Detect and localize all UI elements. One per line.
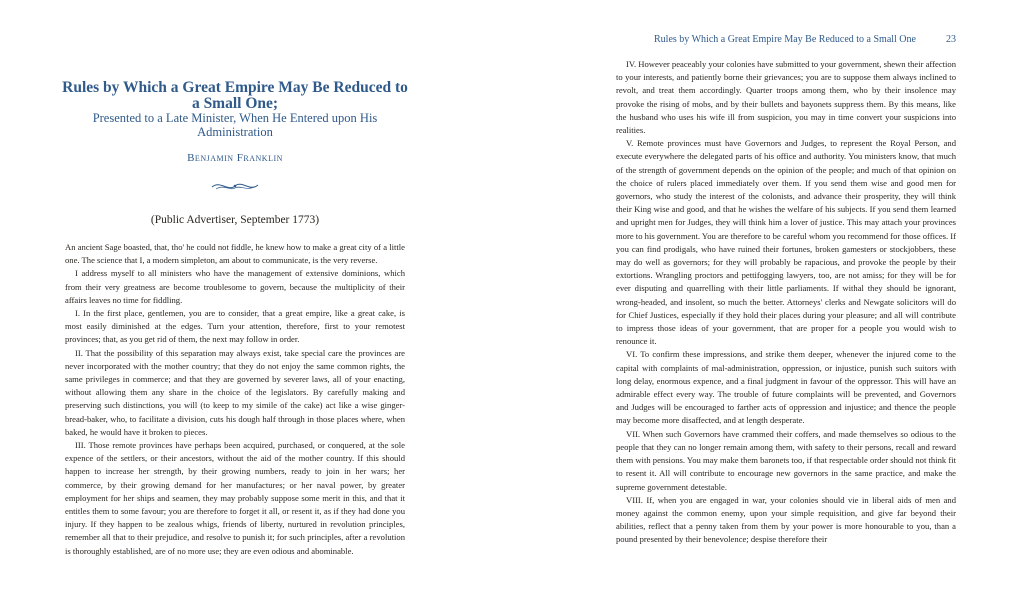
right-body-text [616, 58, 956, 547]
flourish-ornament-icon [210, 178, 260, 194]
paragraph-intro: An ancient Sage boasted, that, tho' he could not fiddle, he knew how to make a great city of a little one. The science that I, a modern simpleton, am about to communicate, is the very reverse. [65, 242, 405, 266]
paragraph-rule-5: V. Remote provinces must have Governors and Judges, to represent the Royal Person, and execute everywhere the delegated parts of his office and authority. You ministers know, that much of the strength of government depends on the opinion of the people; and much of that opinion on the choice of rulers placed immediately over them. If you send them wise and good men for governors, who study the interest of the colonists, and advance their prosperity, they will think their King wise and good, and that he wishes the welfare of his subjects. If you send them learned and upright men for Judges, they will think him a lover of justice. This may attach your provinces more to his government. You are therefore to be careful whom you recommend for those offices. If you can find prodigals, who have ruined their fortunes, broken gamesters or stockjobbers, these may do well as governors; for they will probably be rapacious, and provoke the people by their extortions. Wrangling proctors and pettifogging lawyers, too, are not amiss; for they will be for ever disputing and quarrelling with their little parliaments. If withal they should be ignorant, wrong-headed, and insolent, so much the better. Attorneys' clerks and Newgate solicitors will do for Chief Justices, especially if they hold their places during your pleasure; and all will contribute to impress those ideas of your government, that are proper for a people you would wish to renounce it. [616, 138, 956, 347]
paragraph-rule-1: I. In the first place, gentlemen, you are to consider, that a great empire, like a great cake, is most easily diminished at the edges. Turn your attention, therefore, first to your remotest provinces; that, as you get rid of them, the next may follow in order. [65, 308, 405, 345]
paragraph-rule-4: IV. However peaceably your colonies have submitted to your government, shewn their affection to your interests, and patiently borne their grievances; you are to suppose them always inclined to revolt, and treat them accordingly. Quarter troops among them, who by their insolence may provoke the rising of mobs, and by their bullets and bayonets suppress them. By this means, like the husband who uses his wife ill from suspicion, you may in time convert your suspicions into realities. [616, 59, 956, 136]
paragraph-rule-7: VII. When such Governors have crammed their coffers, and made themselves so odious to the people that they can no longer remain among them, with safety to their persons, recall and reward them with pensions. You may make them baronets too, if that respectable order should not think fit to resent it. All will contribute to encourage new governors in the same practice, and make the supreme government detestable. [616, 428, 956, 492]
essay-subtitle: Presented to a Late Minister, When He Entered upon His Administration [92, 111, 378, 139]
paragraph-rule-6: VI. To confirm these impressions, and strike them deeper, whenever the injured come to the capital with complaints of mal-administration, oppression, or injustice, punish such suitors with long delay, enormous expence, and a final judgment in favour of the oppressor. This will have an admirable effect every way. The trouble of future complaints will be prevented, and Governors and Judges will be encouraged to farther acts of oppression and injustice; and thence the people may become more disaffected, and at length desperate. [616, 349, 956, 426]
author-name: Benjamin Franklin [187, 152, 283, 164]
running-head: Rules by Which a Great Empire May Be Reduced to a Small One [654, 34, 916, 45]
page-number: 23 [946, 34, 956, 45]
paragraph-rule-3: III. Those remote provinces have perhaps been acquired, purchased, or conquered, at the sole expence of the settlers, or their ancestors, without the aid of the mother country. If this should happen to increase her strength, by their growing numbers, ready to join in her wars; her commerce, by their growing demand for her manufactures; or her naval power, by greater employment for her ships and seamen, they may probably suppose some merit in this, and that it entitles them to some favour; you are therefore to forget it all, or resent it, as if they had done you injury. If they happen to be zealous whigs, friends of liberty, nurtured in revolution principles, remember all that to their prejudice, and resolve to punish it; for such principles, after a revolution is thoroughly established, are of no more use; they are even odious and abominable. [65, 440, 405, 556]
paragraph-address: I address myself to all ministers who have the management of extensive dominions, which from their very greatness are become troublesome to govern, because the multiplicity of their affairs leaves no time for fiddling. [65, 268, 405, 305]
paragraph-rule-8: VIII. If, when you are engaged in war, your colonies should vie in liberal aids of men and money against the common enemy, upon your simple requisition, and give far beyond their abilities, reflect that a penny taken from them by your power is more honourable to you, than a pound presented by their benevolence; despise therefore their [616, 494, 956, 545]
publication-dateline: (Public Advertiser, September 1773) [150, 214, 320, 226]
essay-title: Rules by Which a Great Empire May Be Reduced to a Small One; [62, 79, 408, 112]
paragraph-rule-2: II. That the possibility of this separation may always exist, take special care the provinces are never incorporated with the mother country; that they do not enjoy the same common rights, the same privileges in commerce; and that they are governed by severer laws, all of your enacting, without allowing them any share in the choice of the legislators. By carefully making and preserving such distinctions, you will (to keep to my simile of the cake) act like a wise ginger-bread-baker, who, to facilitate a division, cuts his dough half through in those places where, when baked, he would have it broken to pieces. [65, 347, 405, 437]
left-body-text [65, 241, 405, 558]
